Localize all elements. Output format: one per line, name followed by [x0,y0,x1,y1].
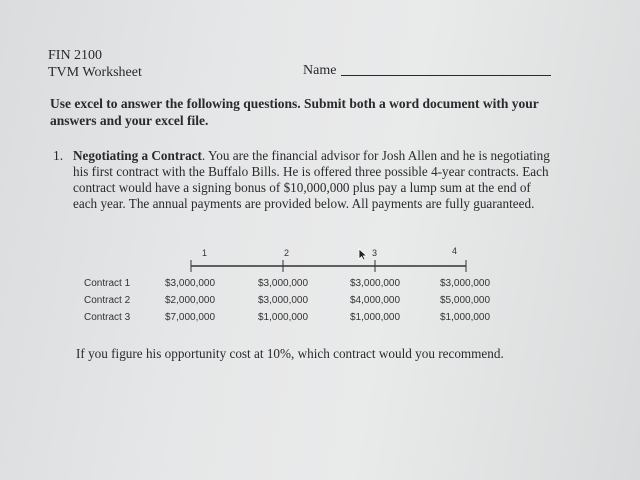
contract-2-year-2: $3,000,000 [258,295,309,306]
period-label-3: 3 [372,248,378,258]
contract-1-label: Contract 1 [84,278,131,289]
question-number: 1. [53,148,64,163]
worksheet-title: TVM Worksheet [48,65,142,80]
contract-1-year-3: $3,000,000 [350,278,401,289]
contract-2-year-1: $2,000,000 [165,295,216,306]
contract-3-year-1: $7,000,000 [165,312,216,323]
contract-1-year-4: $3,000,000 [440,278,491,289]
contract-3-year-4: $1,000,000 [440,312,491,323]
name-label: Name [303,63,337,78]
contract-3-year-3: $1,000,000 [350,312,401,323]
contract-2-year-4: $5,000,000 [440,295,491,306]
worksheet-page [20,34,620,480]
period-label-4: 4 [452,246,458,256]
contract-1-year-2: $3,000,000 [258,278,309,289]
mouse-pointer-icon [358,248,368,261]
final-question: If you figure his opportunity cost at 10%, which contract would you recommend. [76,346,504,361]
contract-3-label: Contract 3 [84,312,131,323]
period-label-1: 1 [202,248,208,258]
period-label-2: 2 [284,248,290,258]
contract-1-year-1: $3,000,000 [165,278,216,289]
question-title: Negotiating a Contract [73,148,202,163]
name-blank-line [341,75,551,76]
instructions: Use excel to answer the following questions. Submit both a word document with your answers and your excel file. [50,96,539,128]
question-text [73,148,553,212]
contract-2-year-3: $4,000,000 [350,295,401,306]
course-code: FIN 2100 [48,48,103,63]
contract-2-label: Contract 2 [84,295,131,306]
question-body: . You are the financial advisor for Josh Allen and he is negotiating his first contract with the Buffalo Bills. He is offered three possible 4-year contracts. Each contract would have a signing bonus of $10,000,000 plus pay a lump sum at the end of each year. The annual payments are provided below. All payments are fully guaranteed. [73,148,550,211]
contract-3-year-2: $1,000,000 [258,312,309,323]
